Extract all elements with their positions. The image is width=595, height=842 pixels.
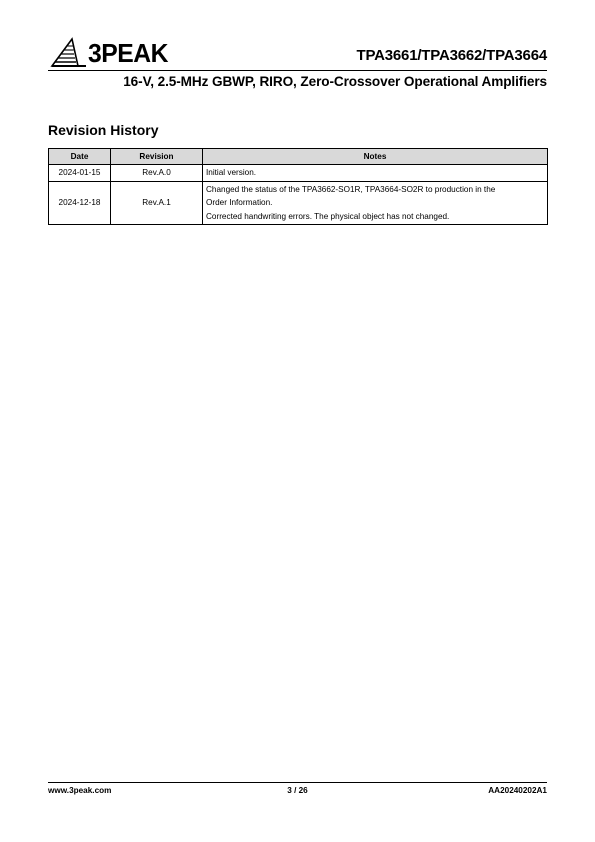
document-subtitle: 16-V, 2.5-MHz GBWP, RIRO, Zero-Crossover Operational Amplifiers [123,74,547,89]
cell-date: 2024-01-15 [49,165,111,182]
column-header-notes: Notes [203,149,548,165]
revision-history-table [48,148,548,225]
column-header-date: Date [49,149,111,165]
cell-date: 2024-12-18 [49,181,111,225]
footer-website: www.3peak.com [48,786,112,795]
cell-notes [203,181,548,225]
column-header-revision: Revision [111,149,203,165]
table-row [49,165,548,182]
cell-revision: Rev.A.1 [111,181,203,225]
note-line: Initial version. [206,168,257,177]
note-line: Corrected handwriting errors. The physical object has not changed. [206,211,450,221]
logo-mountain-icon [50,37,88,69]
product-title: TPA3661/TPA3662/TPA3664 [356,47,547,64]
section-title: Revision History [48,122,159,138]
logo-wordmark: 3PEAK [88,38,168,68]
cell-notes [203,165,548,182]
table-row [49,181,548,225]
company-logo [50,37,185,69]
table-header-row [49,149,548,165]
note-line: Order Information. [206,198,273,207]
footer-document-id: AA20240202A1 [488,786,547,795]
note-line: Changed the status of the TPA3662-SO1R, TPA3664-SO2R to production in the [206,184,496,194]
footer-divider [48,782,547,783]
header-divider [48,70,547,71]
footer-page-number: 3 / 26 [287,786,308,795]
cell-revision: Rev.A.0 [111,165,203,182]
